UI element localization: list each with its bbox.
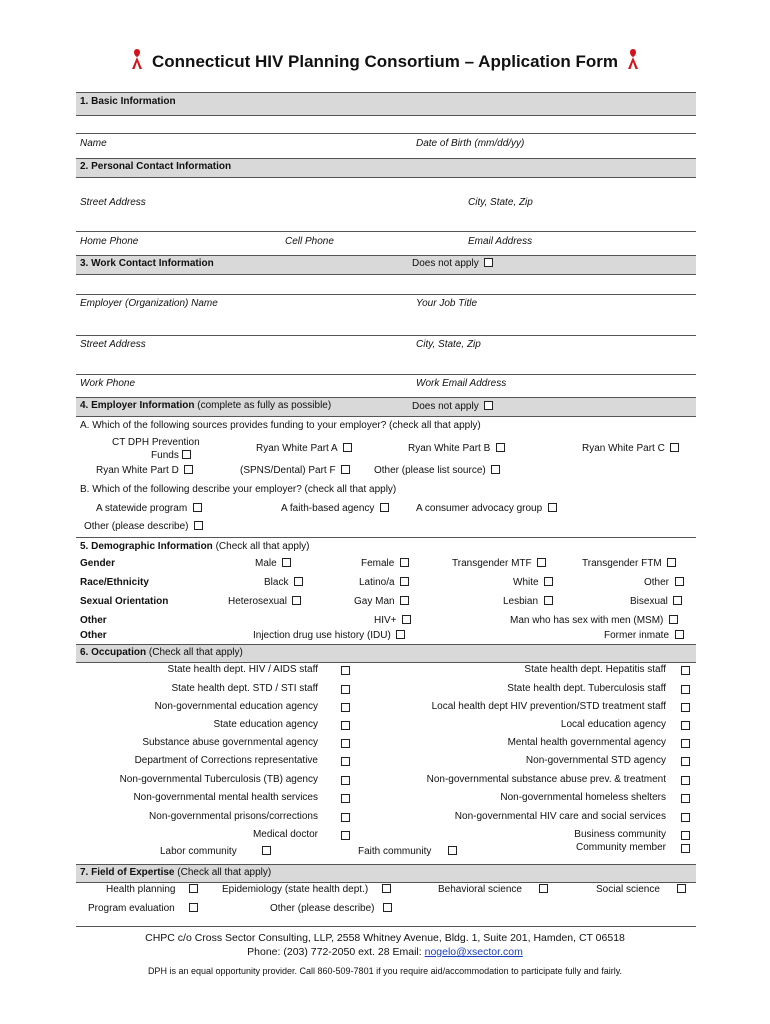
occupation-label: Local education agency [560,719,666,730]
form-title [0,48,770,72]
checkbox-icon[interactable] [341,813,350,822]
divider [76,537,696,538]
checkbox-icon[interactable] [341,776,350,785]
option-epidemiology[interactable]: Epidemiology (state health dept.) [222,884,391,895]
employer-not-apply[interactable]: Does not apply [412,401,493,412]
option-ct-dph[interactable]: CT DPH Prevention Funds [112,437,200,461]
footer-address: CHPC c/o Cross Sector Consulting, LLP, 2558 Whitney Avenue, Bldg. 1, Suite 201, Hamden, CT 06518 [145,932,625,944]
other-label-2: Other [80,630,107,641]
checkbox-icon[interactable] [262,846,271,855]
option-male[interactable]: Male [255,558,291,569]
checkbox-icon[interactable] [383,903,392,912]
occupation-label: Non-governmental homeless shelters [500,792,666,803]
checkbox-icon[interactable] [380,503,389,512]
checkbox-icon[interactable] [341,666,350,675]
work-phone-input-line[interactable] [76,374,696,375]
checkbox-icon[interactable] [341,794,350,803]
option-rw-c[interactable]: Ryan White Part C [582,443,679,454]
checkbox-icon[interactable] [537,558,546,567]
checkbox-icon[interactable] [402,615,411,624]
section-basic-info-header: 1. Basic Information [76,92,696,116]
option-program-evaluation[interactable]: Program evaluation [88,903,198,914]
checkbox-icon[interactable] [341,721,350,730]
page-title: Connecticut HIV Planning Consortium – Application Form [152,52,618,71]
question-a: A. Which of the following sources provides funding to your employer? (check all that apply) [80,420,481,431]
checkbox-icon[interactable] [400,596,409,605]
option-rw-a[interactable]: Ryan White Part A [256,443,352,454]
email-link[interactable]: nogelo@xsector.com [424,946,523,958]
checkbox-icon[interactable] [496,443,505,452]
checkbox-icon[interactable] [669,615,678,624]
occupation-label: Non-governmental prisons/corrections [149,811,318,822]
checkbox-icon[interactable] [681,757,690,766]
name-input-line[interactable] [76,133,696,134]
option-rw-b[interactable]: Ryan White Part B [408,443,505,454]
checkbox-icon[interactable] [182,450,191,459]
checkbox-icon[interactable] [282,558,291,567]
cell-phone-label: Cell Phone [285,236,334,247]
option-statewide[interactable]: A statewide program [96,503,202,514]
checkbox-icon[interactable] [193,503,202,512]
checkbox-icon[interactable] [677,884,686,893]
option-trans-ftm[interactable]: Transgender FTM [582,558,676,569]
option-idu[interactable]: Injection drug use history (IDU) [253,630,405,641]
checkbox-icon[interactable] [681,794,690,803]
option-health-planning[interactable]: Health planning [106,884,198,895]
street-label: Street Address [80,197,146,208]
checkbox-icon[interactable] [194,521,203,530]
occupation-label: Community member [575,842,666,853]
occupation-label: State health dept. HIV / AIDS staff [167,664,318,675]
checkbox-icon[interactable] [681,776,690,785]
sexual-orientation-label: Sexual Orientation [80,596,169,607]
work-city-label: City, State, Zip [416,339,481,350]
checkbox-icon[interactable] [400,577,409,586]
occupation-label: Mental health governmental agency [507,737,666,748]
option-bisexual[interactable]: Bisexual [630,596,682,607]
checkbox-icon[interactable] [675,577,684,586]
footer-contact: Phone: (203) 772-2050 ext. 28 Email: nogelo@xsector.com [247,946,523,958]
footer-divider [76,926,696,927]
home-phone-label: Home Phone [80,236,139,247]
checkbox-icon[interactable] [341,703,350,712]
occupation-label: Substance abuse governmental agency [142,737,318,748]
option-trans-mtf[interactable]: Transgender MTF [452,558,546,569]
work-not-apply[interactable]: Does not apply [412,258,493,269]
occupation-label: State health dept. Hepatitis staff [524,664,666,675]
checkbox-icon[interactable] [673,596,682,605]
checkbox-icon[interactable] [681,685,690,694]
checkbox-icon[interactable] [681,703,690,712]
footer-notice: DPH is an equal opportunity provider. Call 860-509-7801 if you require aid/accommodation to participate fully and fairly. [147,966,623,976]
section-demographic-header: 5. Demographic Information (Check all that apply) [80,541,310,552]
checkbox-icon[interactable] [341,757,350,766]
employer-input-line[interactable] [76,294,696,295]
name-label: Name [80,138,107,149]
checkbox-icon[interactable] [544,577,553,586]
occupation-label: State health dept. STD / STI staff [171,683,318,694]
section-personal-contact-header: 2. Personal Contact Information [76,158,696,178]
checkbox-icon[interactable] [189,903,198,912]
option-hiv[interactable]: HIV+ [374,615,411,626]
checkbox-icon[interactable] [681,666,690,675]
section-expertise-header: 7. Field of Expertise (Check all that apply) [76,864,696,883]
checkbox-icon[interactable] [681,844,690,853]
checkbox-icon[interactable] [681,721,690,730]
option-faith-community[interactable]: Faith community [358,846,457,857]
work-phone-label: Work Phone [80,378,136,389]
checkbox-icon[interactable] [681,831,690,840]
checkbox-icon[interactable] [341,831,350,840]
option-race-other[interactable]: Other [644,577,684,588]
checkbox-icon[interactable] [491,465,500,474]
checkbox-icon[interactable] [382,884,391,893]
option-former-inmate[interactable]: Former inmate [604,630,684,641]
option-rw-d[interactable]: Ryan White Part D [96,465,193,476]
checkbox-icon[interactable] [667,558,676,567]
occupation-label: State education agency [213,719,318,730]
checkbox-icon[interactable] [670,443,679,452]
checkbox-icon[interactable] [681,813,690,822]
occupation-label: Local health dept HIV prevention/STD treatment staff [431,701,666,712]
option-other-describe[interactable]: Other (please describe) [84,521,203,532]
occupation-label: Non-governmental mental health services [133,792,318,803]
occupation-label: Business community [574,829,666,840]
checkbox-icon[interactable] [343,443,352,452]
occupation-label: Non-governmental HIV care and social services [454,811,666,822]
occupation-label: Non-governmental Tuberculosis (TB) agency [119,774,318,785]
checkbox-icon[interactable] [341,465,350,474]
occupation-label: Non-governmental STD agency [525,755,666,766]
checkbox-icon[interactable] [292,596,301,605]
checkbox-icon[interactable] [484,258,493,267]
option-behavioral-science[interactable]: Behavioral science [438,884,548,895]
work-street-input-line[interactable] [76,335,696,336]
option-labor-community[interactable]: Labor community [160,846,271,857]
section-work-contact-header: 3. Work Contact Information [76,255,696,275]
checkbox-icon[interactable] [341,685,350,694]
option-black[interactable]: Black [264,577,303,588]
checkbox-icon[interactable] [294,577,303,586]
checkbox-icon[interactable] [396,630,405,639]
occupation-label: Non-governmental substance abuse prev. & treatment [426,774,666,785]
option-latino[interactable]: Latino/a [359,577,409,588]
work-street-label: Street Address [80,339,146,350]
gender-label: Gender [80,558,116,569]
section-employer-header: 4. Employer Information (complete as fully as possible) [76,397,696,417]
option-white[interactable]: White [513,577,553,588]
job-title-label: Your Job Title [416,298,478,309]
checkbox-icon[interactable] [539,884,548,893]
red-ribbon-icon [627,48,639,70]
option-female[interactable]: Female [361,558,409,569]
contact-input-line[interactable] [76,231,696,232]
checkbox-icon[interactable] [681,739,690,748]
checkbox-icon[interactable] [400,558,409,567]
checkbox-icon[interactable] [548,503,557,512]
option-consumer-advocacy[interactable]: A consumer advocacy group [416,503,557,514]
option-faith-based[interactable]: A faith-based agency [281,503,389,514]
option-social-science[interactable]: Social science [596,884,686,895]
option-gay-man[interactable]: Gay Man [354,596,409,607]
occupation-label: Department of Corrections representative [134,755,318,766]
occupation-label: Non-governmental education agency [154,701,318,712]
checkbox-icon[interactable] [544,596,553,605]
other-label-1: Other [80,615,107,626]
section-occupation-header: 6. Occupation (Check all that apply) [76,644,696,663]
checkbox-icon[interactable] [448,846,457,855]
option-heterosexual[interactable]: Heterosexual [228,596,301,607]
checkbox-icon[interactable] [675,630,684,639]
dob-label: Date of Birth (mm/dd/yy) [416,138,525,149]
race-label: Race/Ethnicity [80,577,149,588]
option-other-source[interactable]: Other (please list source) [374,465,500,476]
option-lesbian[interactable]: Lesbian [503,596,553,607]
occupation-label: Medical doctor [252,829,318,840]
red-ribbon-icon [131,48,143,70]
city-label: City, State, Zip [468,197,533,208]
occupation-label: State health dept. Tuberculosis staff [507,683,666,694]
email-label: Email Address [468,236,533,247]
question-b: B. Which of the following describe your employer? (check all that apply) [80,484,397,495]
checkbox-icon[interactable] [341,739,350,748]
option-rw-f[interactable]: (SPNS/Dental) Part F [240,465,350,476]
employer-label: Employer (Organization) Name [80,298,218,309]
checkbox-icon[interactable] [189,884,198,893]
checkbox-icon[interactable] [184,465,193,474]
option-msm[interactable]: Man who has sex with men (MSM) [510,615,678,626]
option-other-expertise[interactable]: Other (please describe) [270,903,392,914]
checkbox-icon[interactable] [484,401,493,410]
work-email-label: Work Email Address [416,378,507,389]
